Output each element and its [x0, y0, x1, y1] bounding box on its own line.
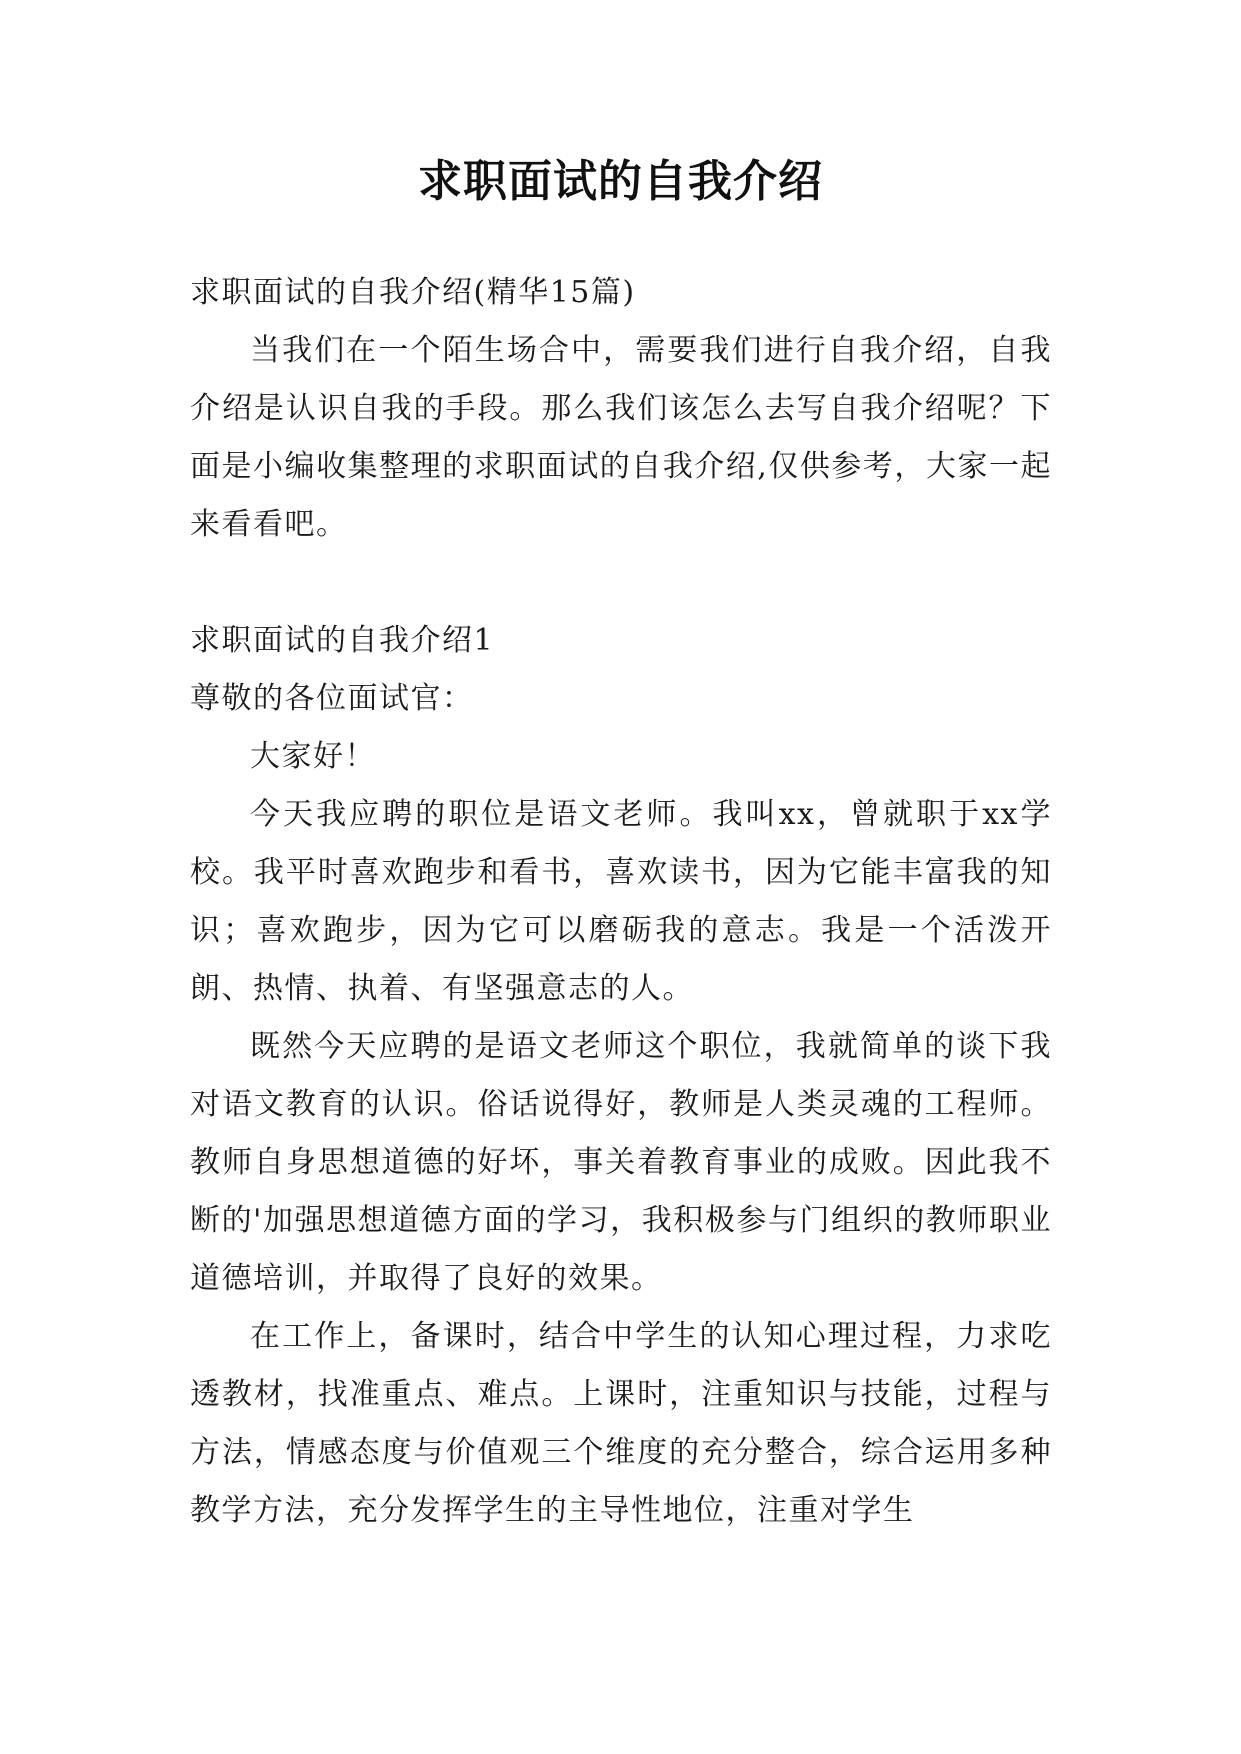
body-paragraph-1: 今天我应聘的职位是语文老师。我叫xx，曾就职于xx学校。我平时喜欢跑步和看书，喜欢读书，因为它能丰富我的知识；喜欢跑步，因为它可以磨砺我的意志。我是一个活泼开朗、热情、执着、有坚强意志的人。 — [190, 797, 1052, 1006]
document-body — [190, 264, 1052, 1540]
body-paragraph-2: 既然今天应聘的是语文老师这个职位，我就简单的谈下我对语文教育的认识。俗话说得好，教师是人类灵魂的工程师。教师自身思想道德的好坏，事关着教育事业的成败。因此我不断的'加强思想道德方面的学习，我积极参与门组织的教师职业道德培训，并取得了良好的效果。 — [190, 1029, 1052, 1296]
document-subtitle: 求职面试的自我介绍(精华15篇) — [190, 275, 636, 310]
greeting: 大家好！ — [250, 739, 376, 774]
section-heading: 求职面试的自我介绍1 — [190, 623, 495, 658]
paragraph-spacer — [190, 554, 1052, 612]
page-title: 求职面试的自我介绍 — [418, 156, 823, 207]
body-paragraph-3: 在工作上，备课时，结合中学生的认知心理过程，力求吃透教材，找准重点、难点。上课时，注重知识与技能，过程与方法，情感态度与价值观三个维度的充分整合，综合运用多种教学方法，充分发挥学生的主导性地位，注重对学生 — [190, 1319, 1052, 1528]
intro-paragraph: 当我们在一个陌生场合中，需要我们进行自我介绍，自我介绍是认识自我的手段。那么我们该怎么去写自我介绍呢？下面是小编收集整理的求职面试的自我介绍,仅供参考，大家一起来看看吧。 — [190, 333, 1052, 542]
salutation: 尊敬的各位面试官： — [190, 681, 474, 716]
